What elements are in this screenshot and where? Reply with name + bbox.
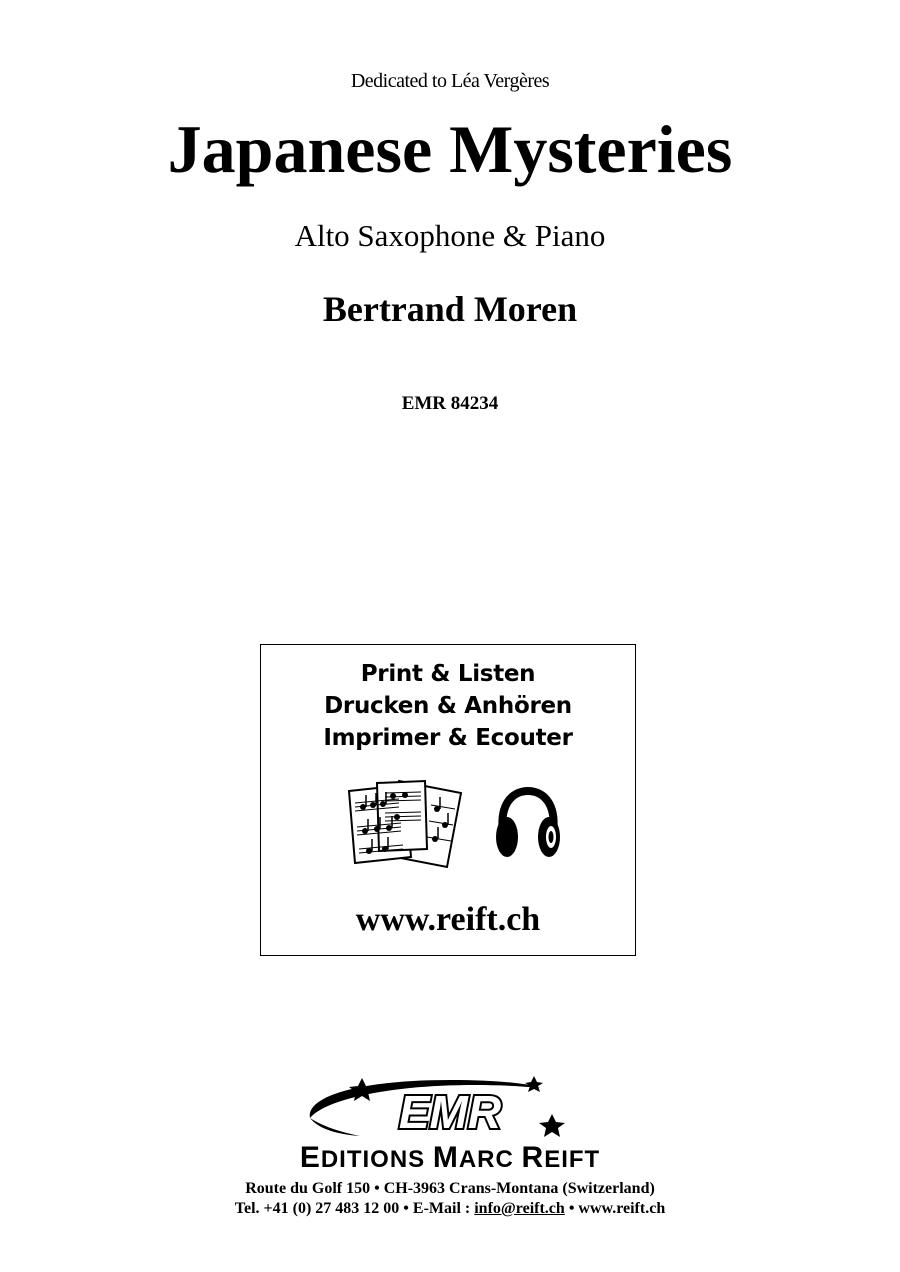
publisher-name-part: R (521, 1141, 545, 1174)
publisher-name-part: EIFT (544, 1146, 601, 1173)
publisher-name-part: M (432, 1141, 459, 1174)
catalog-number: EMR 84234 (401, 393, 499, 414)
promo-line-french: Imprimer & Ecouter (323, 725, 573, 751)
instrumentation: Alto Saxophone & Piano (294, 218, 606, 253)
print-listen-box (260, 644, 636, 956)
composer-name: Bertrand Moren (322, 289, 578, 329)
headphones-icon (493, 787, 563, 863)
email-link[interactable]: info@reift.ch (474, 1200, 565, 1217)
publisher-name-part: DITIONS (320, 1146, 433, 1173)
emr-logo-text: EMR (398, 1086, 502, 1138)
emr-logo (300, 1074, 580, 1138)
publisher-name (0, 1141, 900, 1177)
contact-website[interactable]: • www.reift.ch (564, 1200, 666, 1217)
promo-line-english: Print & Listen (360, 661, 536, 687)
contact-phone: Tel. +41 (0) 27 483 12 00 • E-Mail : (234, 1200, 475, 1217)
page-title: Japanese Mysteries (167, 111, 733, 187)
publisher-name-part: ARC (458, 1146, 522, 1173)
publisher-contact (0, 1200, 900, 1218)
publisher-address: Route du Golf 150 • CH-3963 Crans-Montana (Switzerland) (245, 1180, 655, 1197)
promo-website-link[interactable]: www.reift.ch (355, 901, 541, 938)
publisher-name-part: E (299, 1141, 321, 1174)
dedication: Dedicated to Léa Vergères (350, 70, 550, 92)
promo-line-german: Drucken & Anhören (324, 693, 572, 719)
sheet-music-icon (341, 779, 467, 871)
